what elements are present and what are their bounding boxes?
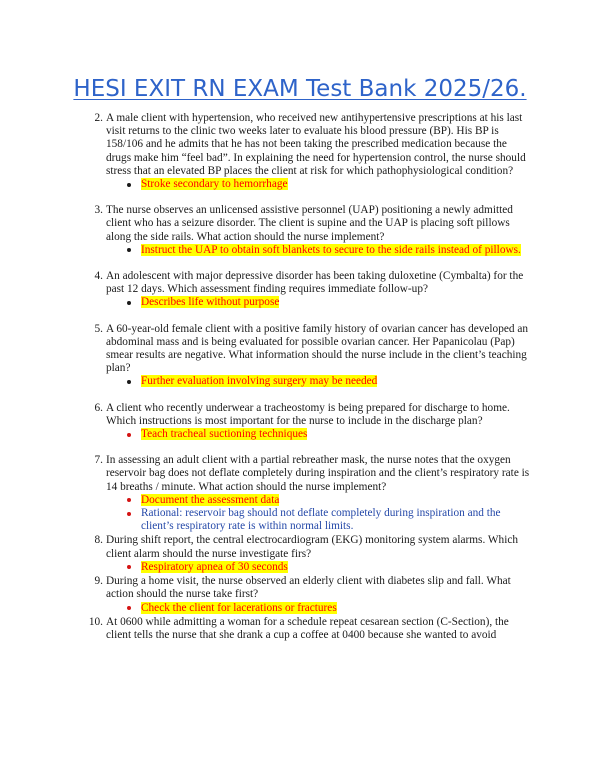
bullet-icon: [127, 380, 131, 384]
answer-text: Respiratory apnea of 30 seconds: [141, 560, 288, 573]
answer-item: [125, 602, 531, 615]
answer-item: [125, 494, 531, 507]
question-text: A male client with hypertension, who received new antihypertensive prescriptions at his last visit returns to the clinic two weeks later to evaluate his blood pressure (BP). His BP is 158/106 and he admits that he has not been taking the prescribed medication because the drugs make him “feel bad”. In explaining the need for hypertension control, the nurse should stress that an elevated BP places the client at risk for which pathophysiological condition?: [106, 112, 526, 177]
bullet-icon: [127, 183, 131, 187]
answer-text: Teach tracheal suctioning techniques: [141, 428, 308, 441]
question-number: 7.: [94, 454, 103, 467]
question-text: During shift report, the central electrocardiogram (EKG) monitoring system alarms. Which client alarm should the nurse investigate firs?: [106, 534, 518, 560]
question-item: [81, 575, 531, 615]
answer-item: [125, 178, 531, 191]
question-number: 3.: [94, 204, 103, 217]
bullet-icon: [127, 498, 131, 502]
answer-text: Further evaluation involving surgery may be needed: [141, 375, 378, 388]
answer-item: [125, 244, 531, 257]
answer-text: Describes life without purpose: [141, 296, 280, 309]
question-text: During a home visit, the nurse observed an elderly client with diabetes slip and fall. What action should the nurse take first?: [106, 575, 511, 601]
question-text: A client who recently underwear a tracheostomy is being prepared for discharge to home. Which instructions is most important for the nurse to include in the discharge plan?: [106, 401, 510, 427]
question-item: [81, 323, 531, 389]
bullet-icon: [127, 606, 131, 610]
document-title: HESI EXIT RN EXAM Test Bank 2025/26.: [73, 76, 527, 102]
question-item: [81, 270, 531, 310]
bullet-icon: [127, 248, 131, 252]
question-list: [81, 112, 531, 642]
question-text: An adolescent with major depressive disorder has been taking duloxetine (Cymbalta) for the past 12 days. Which assessment finding requires immediate follow-up?: [106, 270, 524, 296]
question-item: [81, 534, 531, 574]
question-number: 10.: [88, 615, 103, 628]
answer-item: [125, 561, 531, 574]
question-item: [81, 454, 531, 533]
question-text: A 60-year-old female client with a positive family history of ovarian cancer has developed an abdominal mass and is being evaluated for possible ovarian cancer. Her Papanicolau (Pap) smear results are negative. What information should the nurse include in the client’s teaching plan?: [106, 322, 529, 375]
rationale-item: [125, 507, 531, 533]
question-item: [81, 616, 531, 642]
question-text: At 0600 while admitting a woman for a schedule repeat cesarean section (C-Section), the client tells the nurse that she drank a cup a coffee at 0400 because she wanted to avoid: [106, 615, 509, 641]
answer-text: Document the assessment data: [141, 493, 280, 506]
question-item: [81, 112, 531, 191]
question-text: In assessing an adult client with a partial rebreather mask, the nurse notes that the oxygen reservoir bag does not deflate completely during inspiration and the client’s respiratory rate is 14 breaths / minute. What action should the nurse implement?: [106, 454, 530, 493]
question-number: 6.: [94, 401, 103, 414]
answer-item: [125, 296, 531, 309]
question-text: The nurse observes an unlicensed assistive personnel (UAP) positioning a newly admitted client who has a seizure disorder. The client is supine and the UAP is placing soft pillows along the side rails. What action should the nurse implement?: [106, 204, 513, 243]
answer-item: [125, 428, 531, 441]
rationale-text: Rational: reservoir bag should not deflate completely during inspiration and the client’s respiratory rate is within normal limits.: [141, 507, 501, 533]
bullet-icon: [127, 512, 131, 516]
question-item: [81, 402, 531, 442]
question-number: 2.: [94, 112, 103, 124]
bullet-icon: [127, 433, 131, 437]
question-item: [81, 204, 531, 257]
answer-text: Instruct the UAP to obtain soft blankets to secure to the side rails instead of pillows.: [141, 243, 521, 256]
answer-text: Stroke secondary to hemorrhage: [141, 178, 288, 191]
question-number: 5.: [94, 322, 103, 335]
question-number: 4.: [94, 270, 103, 283]
question-number: 8.: [94, 534, 103, 547]
bullet-icon: [127, 301, 131, 305]
question-number: 9.: [94, 575, 103, 588]
bullet-icon: [127, 565, 131, 569]
answer-text: Check the client for lacerations or fractures: [141, 601, 337, 614]
answer-item: [125, 375, 531, 388]
